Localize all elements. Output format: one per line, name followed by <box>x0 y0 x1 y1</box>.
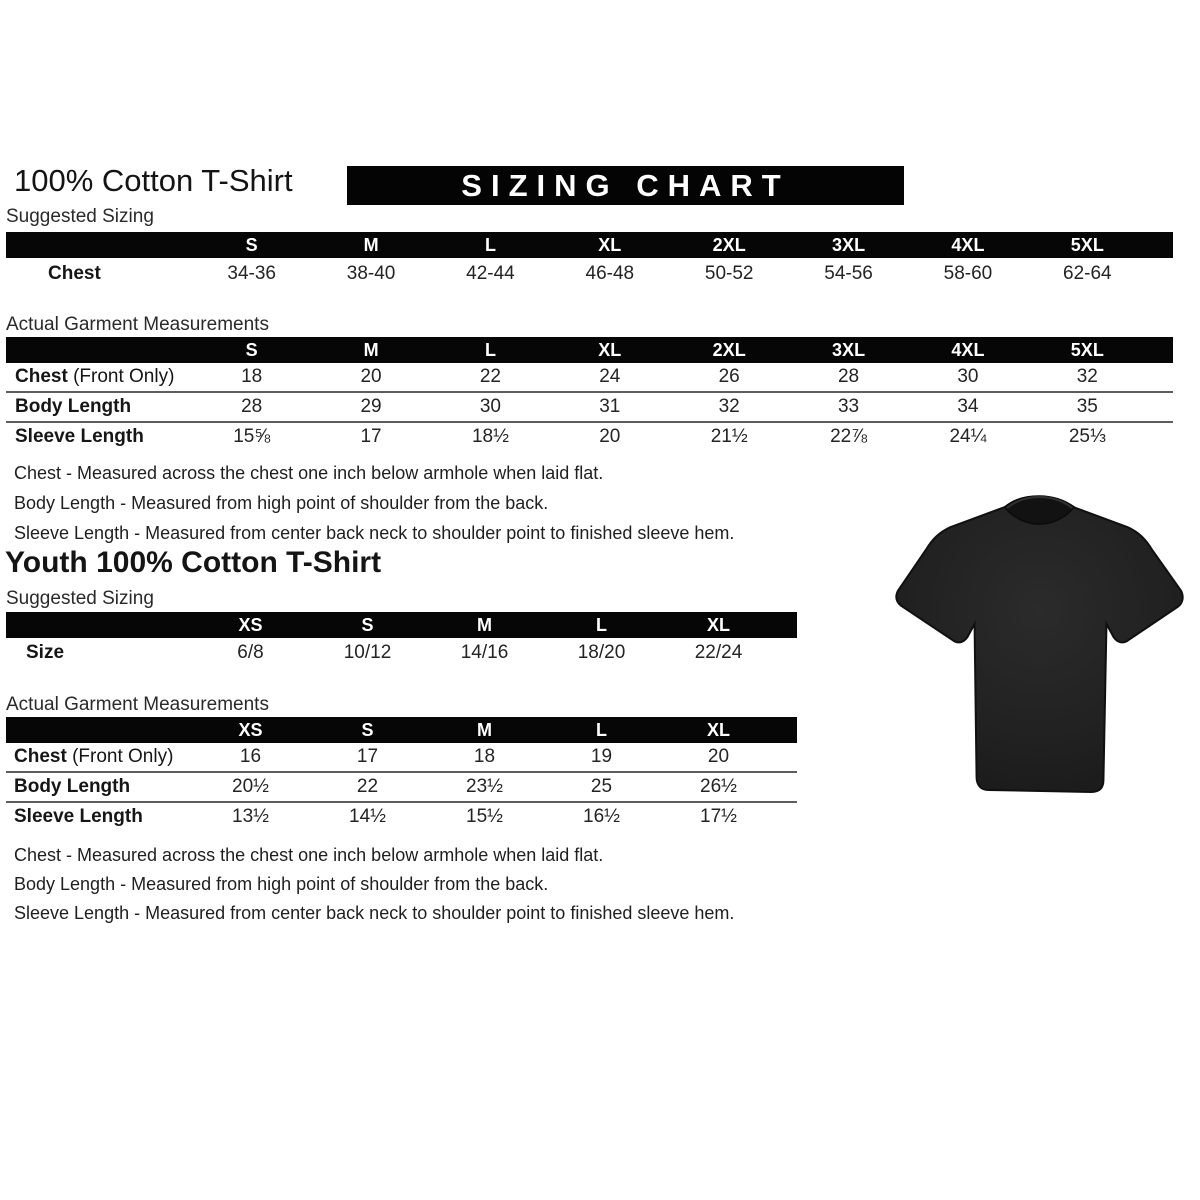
cell: 22⅞ <box>830 426 868 447</box>
cell: 62-64 <box>1063 263 1112 284</box>
size-header-s: S <box>361 719 374 740</box>
row-label-body-length: Body Length <box>14 776 131 797</box>
cell: 13½ <box>232 806 269 827</box>
adult-actual-header-row <box>6 337 1173 363</box>
cell: 34-36 <box>227 263 276 284</box>
cell: 25 <box>590 776 613 797</box>
actual-measurements-label-adult: Actual Garment Measurements <box>6 314 269 335</box>
adult-suggested-header-row <box>6 232 1173 258</box>
table-row-chest <box>6 258 1173 290</box>
cell: 14½ <box>349 806 386 827</box>
cell: 22 <box>356 776 379 797</box>
size-header-l: L <box>484 234 496 255</box>
cell: 28 <box>837 366 860 387</box>
actual-measurements-label-youth: Actual Garment Measurements <box>6 694 269 715</box>
tshirt-graphic <box>892 486 1186 808</box>
cell: 42-44 <box>466 263 515 284</box>
cell: 15½ <box>466 806 503 827</box>
note-sleeve-length: Sleeve Length - Measured from center back neck to shoulder point to finished sleeve hem. <box>14 523 735 543</box>
table-row-body-length <box>6 773 797 803</box>
cell: 17 <box>356 746 379 767</box>
cell: 18/20 <box>577 642 626 663</box>
cell: 58-60 <box>943 263 993 284</box>
cell: 29 <box>360 396 382 417</box>
cell: 34 <box>957 396 979 417</box>
cell: 18 <box>473 746 496 767</box>
suggested-sizing-label-youth: Suggested Sizing <box>6 588 154 609</box>
row-label-sleeve-length: Sleeve Length <box>15 426 144 447</box>
note-body-length: Body Length - Measured from high point of shoulder from the back. <box>14 493 549 513</box>
row-label-size: Size <box>26 642 65 663</box>
cell: 23½ <box>466 776 503 797</box>
size-header-2xl: 2XL <box>712 339 746 360</box>
adult-suggested-table <box>6 232 1173 290</box>
cell: 31 <box>599 396 621 417</box>
size-header-3xl: 3XL <box>832 339 866 360</box>
size-header-xl: XL <box>598 234 622 255</box>
row-label-body-length: Body Length <box>15 396 132 417</box>
measurement-notes-adult <box>14 458 734 548</box>
youth-actual-header-row <box>6 717 797 743</box>
row-label-chest: Chest <box>48 263 101 284</box>
size-header-xl: XL <box>598 339 622 360</box>
size-header-5xl: 5XL <box>1070 339 1104 360</box>
table-row-sleeve-length <box>6 803 797 831</box>
cell: 20 <box>360 366 382 387</box>
size-header-4xl: 4XL <box>951 234 985 255</box>
cell: 30 <box>957 366 979 387</box>
cell: 6/8 <box>237 642 264 663</box>
cell: 24¼ <box>949 426 987 447</box>
size-header-m: M <box>363 234 379 255</box>
size-header-5xl: 5XL <box>1070 234 1104 255</box>
cell: 10/12 <box>343 642 392 663</box>
cell: 20½ <box>232 776 269 797</box>
row-label-chest: Chest (Front Only) <box>14 746 174 767</box>
cell: 54-56 <box>824 263 873 284</box>
cell: 17 <box>360 426 382 447</box>
size-header-s: S <box>361 614 374 635</box>
size-header-l: L <box>484 339 496 360</box>
tshirt-body <box>896 498 1182 792</box>
cell: 17½ <box>700 806 737 827</box>
cell: 15⅝ <box>233 426 271 447</box>
table-row-sleeve-length <box>6 423 1173 451</box>
size-header-s: S <box>245 234 258 255</box>
cell: 16½ <box>583 806 620 827</box>
youth-section-title: Youth 100% Cotton T-Shirt <box>5 546 382 579</box>
cell: 32 <box>718 396 740 417</box>
row-label-note: (Front Only) <box>66 746 174 767</box>
cell: 32 <box>1076 366 1098 387</box>
note-chest: Chest - Measured across the chest one inch below armhole when laid flat. <box>14 463 604 483</box>
sizing-chart-banner: SIZING CHART <box>347 166 904 205</box>
size-header-s: S <box>245 339 258 360</box>
size-header-4xl: 4XL <box>951 339 985 360</box>
size-header-2xl: 2XL <box>712 234 746 255</box>
suggested-sizing-label-adult: Suggested Sizing <box>6 206 154 227</box>
measurement-notes-youth <box>14 841 734 928</box>
size-header-m: M <box>477 719 492 740</box>
youth-suggested-header-row <box>6 612 797 638</box>
note-body-length: Body Length - Measured from high point of shoulder from the back. <box>14 874 549 894</box>
cell: 21½ <box>710 426 748 447</box>
cell: 26 <box>718 366 740 387</box>
adult-actual-table <box>6 337 1173 451</box>
cell: 38-40 <box>346 263 396 284</box>
size-header-xs: XS <box>238 614 263 635</box>
cell: 22/24 <box>694 642 743 663</box>
cell: 25⅓ <box>1068 426 1106 447</box>
cell: 18 <box>241 366 263 387</box>
cell: 18½ <box>471 426 509 447</box>
size-header-xl: XL <box>706 719 730 740</box>
cell: 22 <box>479 366 501 387</box>
cell: 35 <box>1076 396 1098 417</box>
note-chest: Chest - Measured across the chest one inch below armhole when laid flat. <box>14 845 604 865</box>
cell: 19 <box>590 746 613 767</box>
cell: 20 <box>707 746 730 767</box>
cell: 24 <box>599 366 621 387</box>
size-header-l: L <box>596 719 607 740</box>
row-label-sleeve-length: Sleeve Length <box>14 806 143 827</box>
size-header-xl: XL <box>706 614 730 635</box>
cell: 33 <box>837 396 860 417</box>
youth-actual-table <box>6 717 797 831</box>
size-header-m: M <box>363 339 379 360</box>
size-header-xs: XS <box>238 719 263 740</box>
row-label-chest: Chest (Front Only) <box>15 366 175 387</box>
cell: 26½ <box>700 776 737 797</box>
youth-suggested-table <box>6 612 797 668</box>
table-row-size <box>6 638 797 668</box>
size-header-3xl: 3XL <box>832 234 866 255</box>
cell: 46-48 <box>585 263 635 284</box>
row-label-note: (Front Only) <box>67 366 175 387</box>
cell: 50-52 <box>704 263 754 284</box>
table-row-body-length <box>6 393 1173 423</box>
size-header-m: M <box>477 614 492 635</box>
cell: 28 <box>241 396 263 417</box>
cell: 14/16 <box>460 642 509 663</box>
page-title: 100% Cotton T-Shirt <box>14 163 293 198</box>
note-sleeve-length: Sleeve Length - Measured from center back neck to shoulder point to finished sleeve hem. <box>14 903 735 923</box>
cell: 30 <box>479 396 501 417</box>
size-header-l: L <box>596 614 607 635</box>
table-row-chest-front-only <box>6 363 1173 393</box>
cell: 16 <box>239 746 262 767</box>
cell: 20 <box>599 426 621 447</box>
table-row-chest-front-only <box>6 743 797 773</box>
